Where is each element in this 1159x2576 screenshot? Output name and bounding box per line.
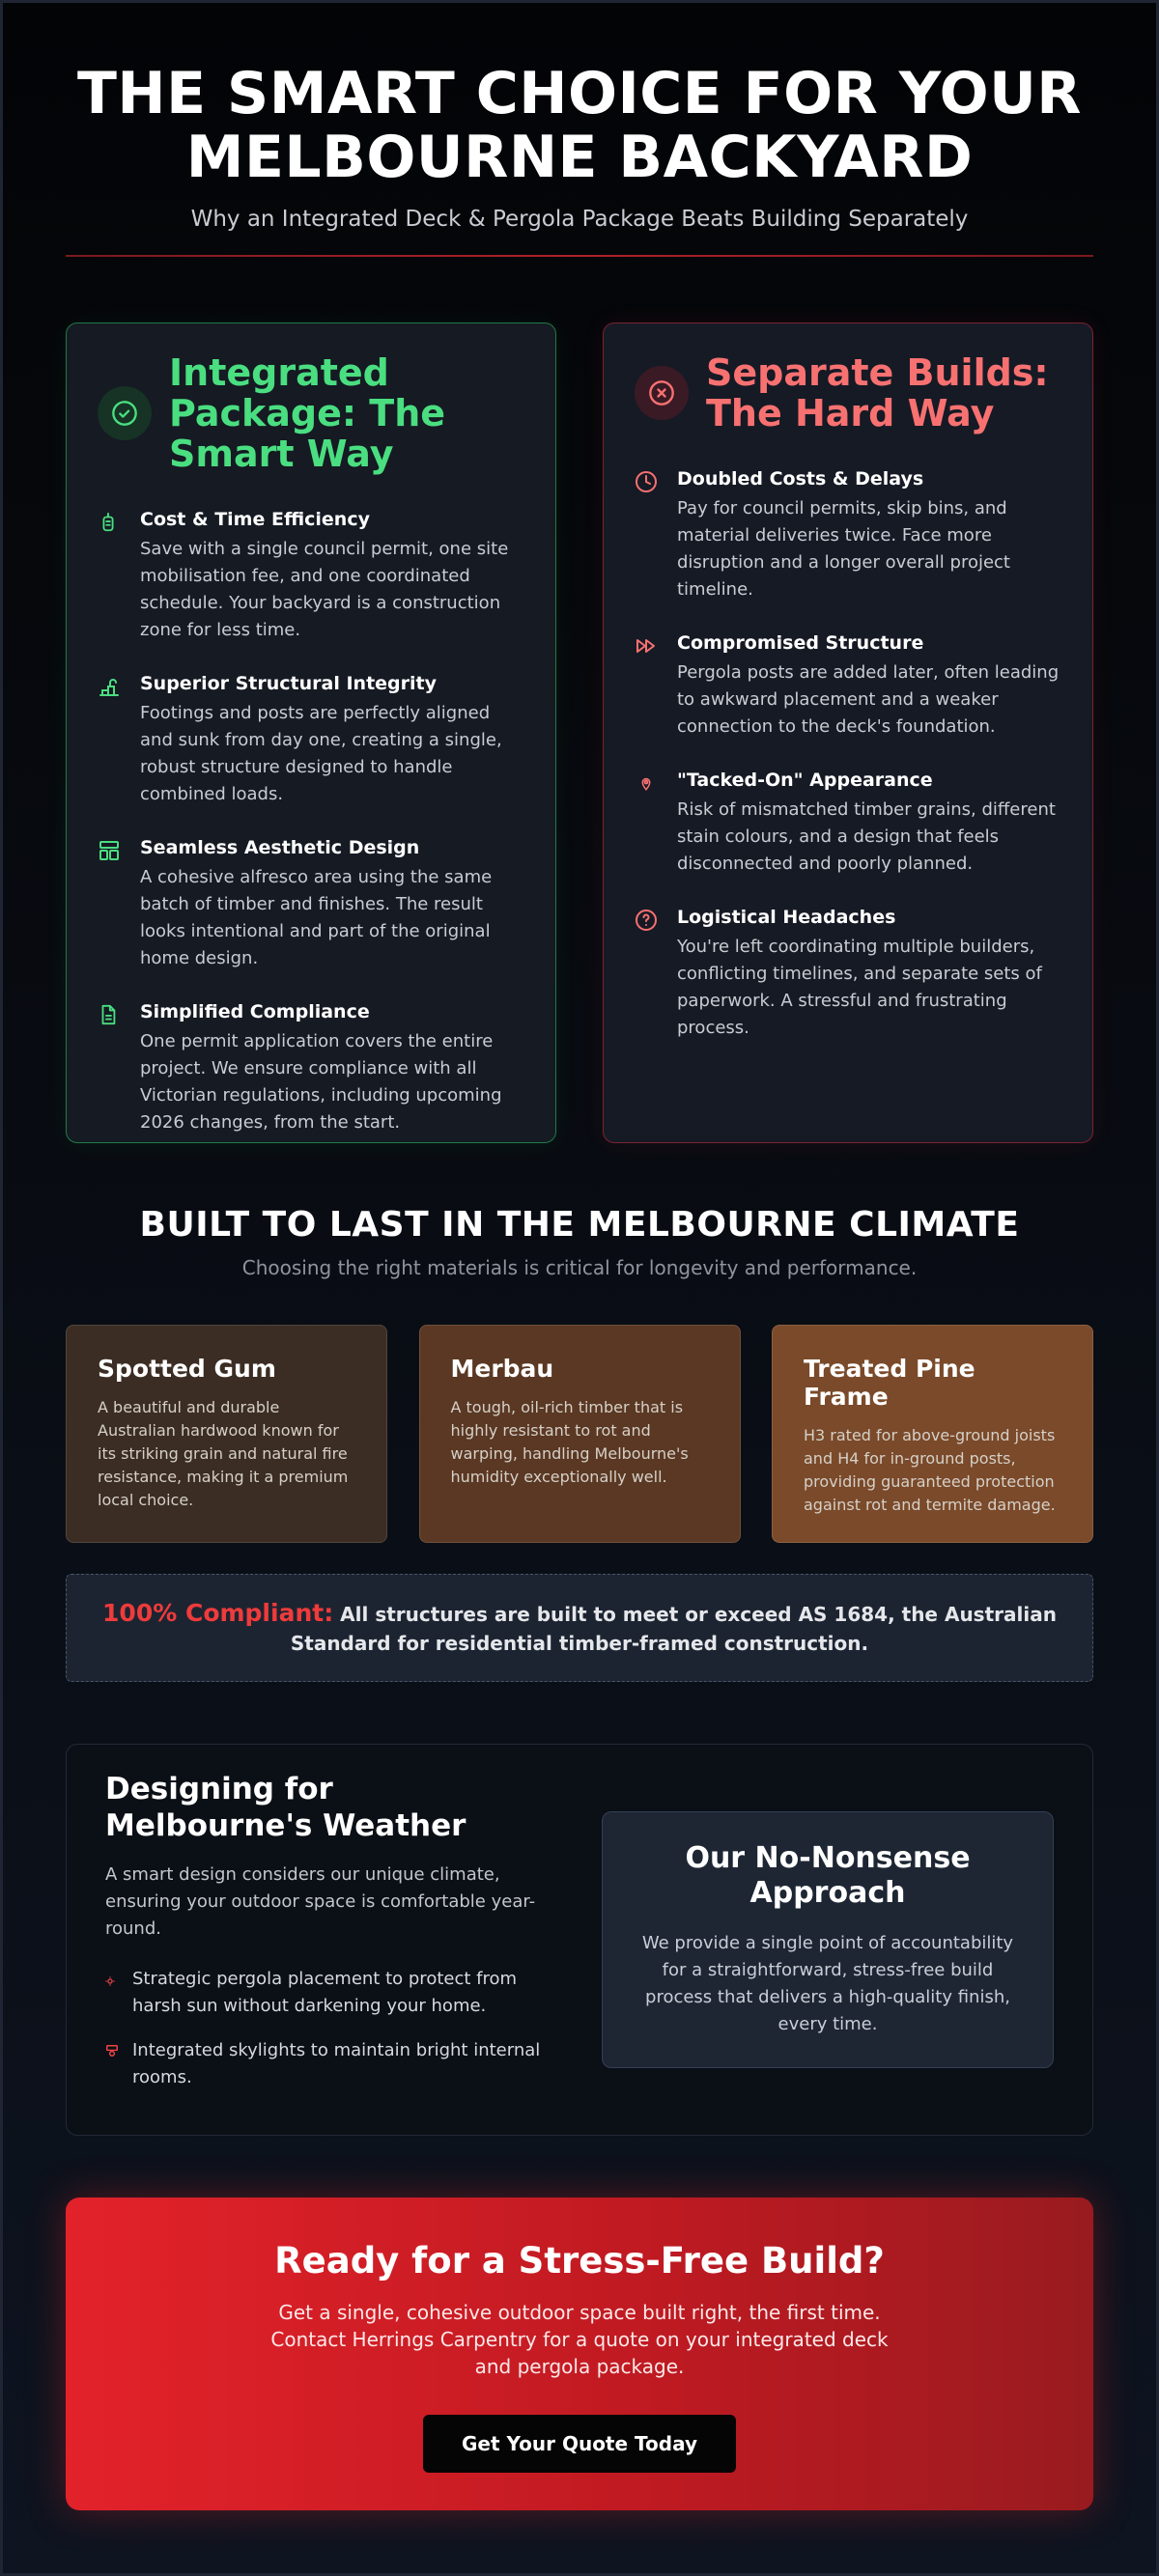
page-title: THE SMART CHOICE FOR YOUR MELBOURNE BACKYARD xyxy=(77,60,1082,191)
integrated-item-text: Footings and posts are perfectly aligned and sunk from day one, creating a single, robust structure designed to handle combined loads. xyxy=(140,703,502,804)
comparison-section xyxy=(66,322,1093,1143)
timber-card-merbau xyxy=(419,1325,741,1543)
compliance-text-wrapper xyxy=(101,1599,1058,1658)
integrated-item-structure xyxy=(98,673,524,808)
skylight-icon xyxy=(105,2037,119,2062)
climate-title: BUILT TO LAST IN THE MELBOURNE CLIMATE xyxy=(139,1205,1020,1245)
sun-icon xyxy=(105,1966,119,1990)
clock-icon xyxy=(635,468,660,603)
separate-item-text: Risk of mismatched timber grains, different stain colours, and a design that feels disconnected and poorly planned. xyxy=(677,799,1056,874)
separate-item-text: You're left coordinating multiple builders, conflicting timelines, and separate sets of paperwork. A stressful and frustrating process. xyxy=(677,937,1042,1038)
integrated-item-text: One permit application covers the entire project. We ensure compliance with all Victorian regulations, including upcoming 2026 changes, from the start. xyxy=(140,1031,502,1133)
integrated-item-title: Seamless Aesthetic Design xyxy=(140,837,420,858)
timber-card-text: A tough, oil-rich timber that is highly resistant to rot and warping, handling Melbourne's humidity exceptionally well. xyxy=(450,1398,689,1486)
timber-card-treated-pine xyxy=(772,1325,1093,1543)
separate-item-title: Doubled Costs & Delays xyxy=(677,468,924,490)
cta-section xyxy=(66,2198,1093,2510)
integrated-item-cost xyxy=(98,509,524,644)
timber-card-title: Spotted Gum xyxy=(98,1355,276,1383)
timber-card-title: Merbau xyxy=(450,1355,554,1383)
compliance-highlight: 100% Compliant: xyxy=(102,1598,334,1627)
approach-text: We provide a single point of accountability for a straightforward, stress-free build process that delivers a high-quality finish, every time. xyxy=(641,1933,1014,2034)
separate-item-text: Pergola posts are added later, often leading to awkward placement and a weaker connection to the deck's foundation. xyxy=(677,662,1060,737)
page-container xyxy=(66,0,1093,2455)
x-circle-icon xyxy=(635,366,689,420)
page-subtitle: Why an Integrated Deck & Pergola Package Beats Building Separately xyxy=(190,207,969,232)
weather-title: Designing for Melbourne's Weather xyxy=(105,1772,466,1843)
map-pin-icon xyxy=(635,770,660,878)
document-icon xyxy=(98,1001,123,1136)
separate-item-title: Logistical Headaches xyxy=(677,907,896,928)
weather-item-skylight xyxy=(105,2037,550,2091)
piggy-bank-icon xyxy=(98,509,123,644)
timber-card-title: Treated Pine Frame xyxy=(804,1355,975,1411)
weather-item-text: Integrated skylights to maintain bright internal rooms. xyxy=(132,2040,541,2087)
approach-title: Our No-Nonsense Approach xyxy=(685,1841,971,1910)
weather-intro: A smart design considers our unique climate, ensuring your outdoor space is comfortable year-round. xyxy=(105,1864,536,1939)
cta-text: Get a single, cohesive outdoor space built right, the first time. Contact Herrings Carpentry for a quote on your integrated deck and pergola package. xyxy=(270,2301,889,2378)
timber-card-text: A beautiful and durable Australian hardwood known for its striking grain and natural fire resistance, making it a premium local choice. xyxy=(98,1398,349,1509)
compliance-text: All structures are built to meet or exceed AS 1684, the Australian Standard for residential timber-framed construction. xyxy=(290,1602,1057,1655)
separate-item-text: Pay for council permits, skip bins, and material deliveries twice. Face more disruption and a longer overall project timeline. xyxy=(677,498,1010,600)
integrated-item-design xyxy=(98,837,524,972)
integrated-card-header xyxy=(98,352,524,474)
integrated-card-title: Integrated Package: The Smart Way xyxy=(169,351,446,475)
weather-content xyxy=(105,1771,550,2109)
integrated-item-title: Simplified Compliance xyxy=(140,1001,370,1022)
get-quote-button[interactable]: Get Your Quote Today xyxy=(423,2415,736,2473)
weather-section xyxy=(66,1744,1093,2136)
layout-icon xyxy=(98,837,123,972)
climate-section xyxy=(66,1205,1093,1279)
timber-card-spotted-gum xyxy=(66,1325,387,1543)
separate-item-logistics xyxy=(635,907,1061,1042)
header-divider xyxy=(66,255,1093,257)
separate-item-title: Compromised Structure xyxy=(677,632,924,654)
question-circle-icon xyxy=(635,907,660,1042)
separate-item-structure xyxy=(635,632,1061,741)
separate-item-costs xyxy=(635,468,1061,603)
timber-cards xyxy=(66,1325,1093,1543)
compliance-banner xyxy=(66,1574,1093,1682)
structure-icon xyxy=(98,673,123,808)
fast-forward-icon xyxy=(635,632,660,741)
separate-card-title: Separate Builds: The Hard Way xyxy=(706,351,1049,434)
separate-card-header xyxy=(635,352,1061,434)
separate-item-title: "Tacked-On" Appearance xyxy=(677,770,933,791)
separate-item-appearance xyxy=(635,770,1061,878)
weather-item-sun xyxy=(105,1966,550,2020)
climate-subtitle: Choosing the right materials is critical for longevity and performance. xyxy=(241,1256,918,1279)
weather-item-text: Strategic pergola placement to protect from harsh sun without darkening your home. xyxy=(132,1969,518,2016)
integrated-item-title: Cost & Time Efficiency xyxy=(140,509,370,530)
cta-title: Ready for a Stress-Free Build? xyxy=(274,2240,885,2282)
integrated-package-card xyxy=(66,322,556,1143)
timber-card-text: H3 rated for above-ground joists and H4 for in-ground posts, providing guaranteed protection against rot and termite damage. xyxy=(804,1426,1056,1514)
integrated-item-text: Save with a single council permit, one site mobilisation fee, and one coordinated schedule. Your backyard is a construction zone for less time. xyxy=(140,539,509,640)
separate-builds-card xyxy=(603,322,1093,1143)
integrated-item-text: A cohesive alfresco area using the same batch of timber and finishes. The result looks intentional and part of the original home design. xyxy=(140,867,493,968)
check-circle-icon xyxy=(98,386,152,440)
approach-card xyxy=(602,1811,1054,2068)
integrated-item-compliance xyxy=(98,1001,524,1136)
page-header xyxy=(66,0,1093,257)
integrated-item-title: Superior Structural Integrity xyxy=(140,673,437,694)
